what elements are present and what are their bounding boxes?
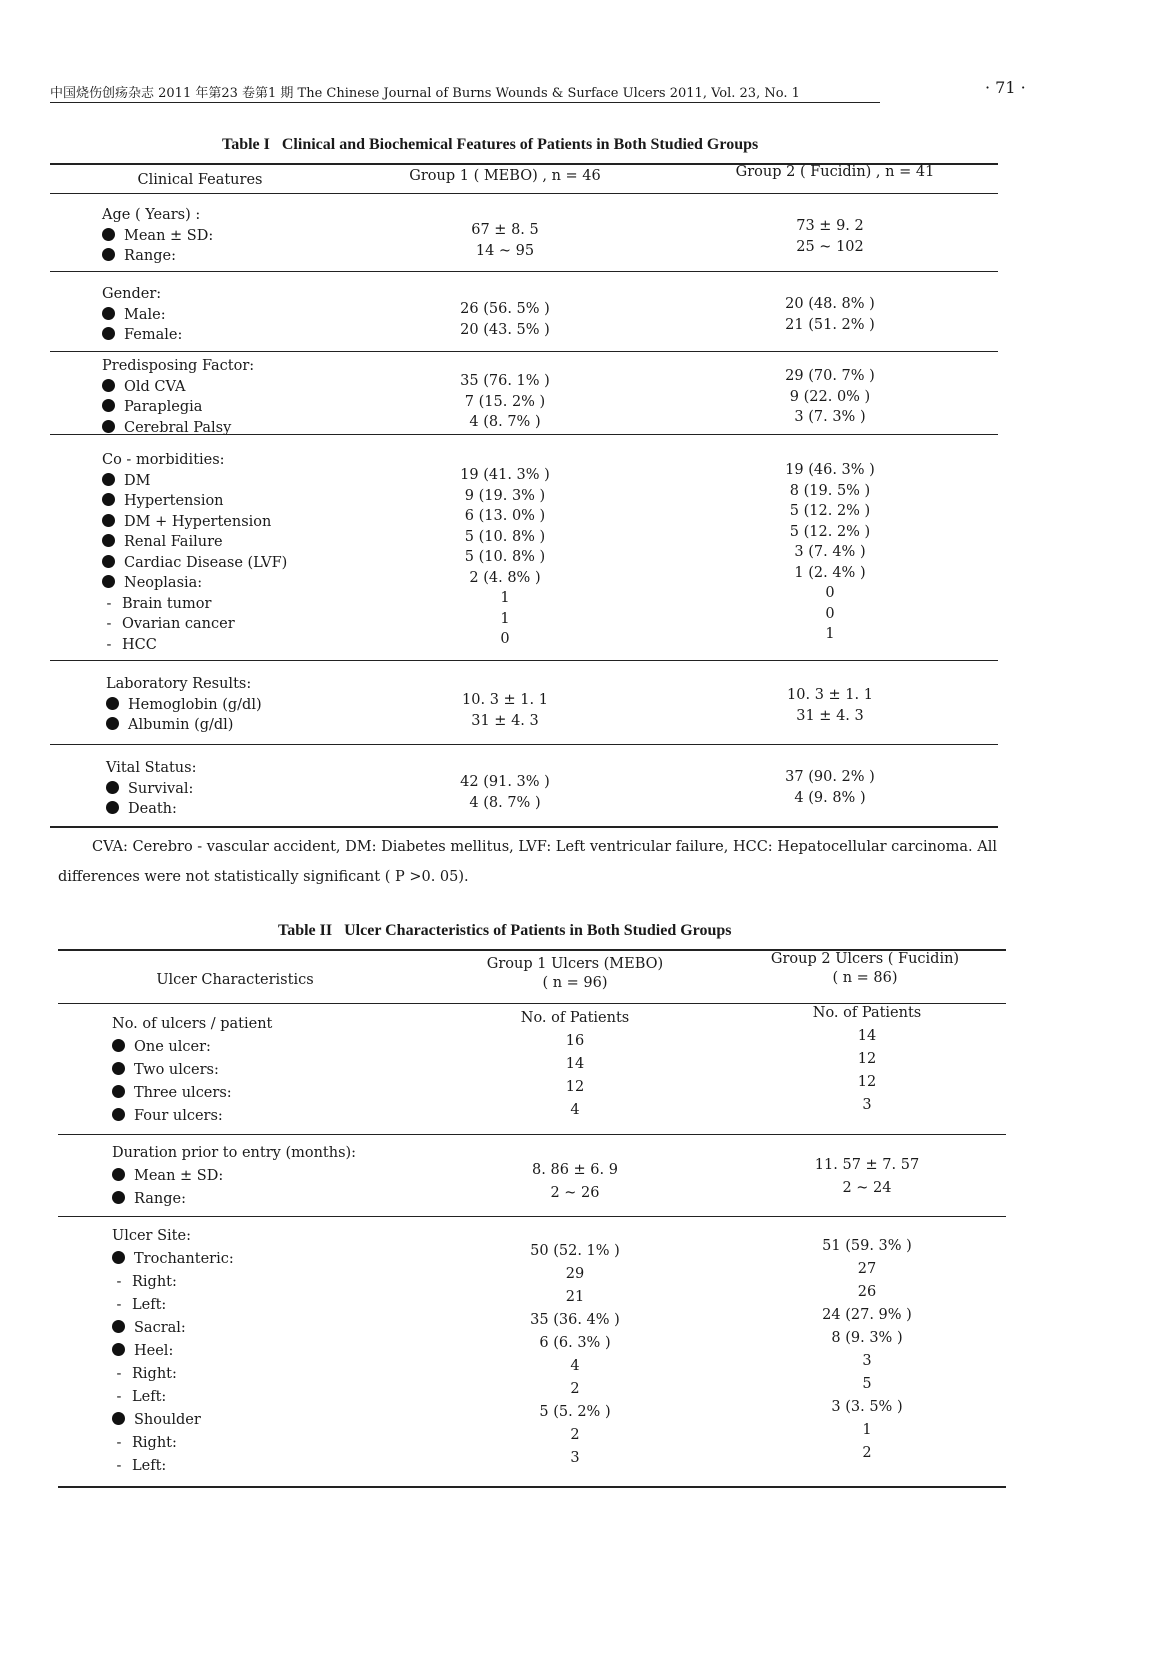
table2-colhead-characteristics: Ulcer Characteristics [156, 972, 314, 988]
table2-section-site-group1 [490, 1241, 660, 1471]
bullet-icon [106, 697, 119, 710]
table1-row-label: - Brain tumor [102, 594, 287, 615]
table2-row-label: - Right: [112, 1364, 234, 1387]
table1-row-label: Neoplasia: [102, 573, 287, 594]
table1-cell: 7 (15. 2% ) [464, 393, 546, 410]
table2-title-text: Ulcer Characteristics of Patients in Both Studied Groups [344, 922, 732, 939]
table2-cell: 27 [857, 1261, 877, 1277]
bullet-icon [102, 534, 115, 547]
table1-cell: 0 [825, 605, 835, 622]
bullet-icon [102, 420, 115, 433]
table2-row-label: One ulcer: [112, 1037, 272, 1060]
table1-cell: 19 (46. 3% ) [785, 462, 875, 478]
table1-cell: 5 (12. 2% ) [789, 523, 871, 540]
table2-cell: 21 [565, 1289, 585, 1305]
table1-row-label: DM + Hypertension [102, 512, 287, 533]
table2-row-label: Sacral: [112, 1318, 234, 1341]
table1-cell: 2 (4. 8% ) [469, 569, 541, 586]
table2-section-duration-group2 [782, 1155, 952, 1201]
table1-cell: 5 (12. 2% ) [789, 503, 871, 519]
table2-cell: 2 ~ 26 [550, 1185, 600, 1201]
table2-row-label: No. of ulcers / patient [112, 1016, 273, 1032]
table2-cell: 2 [570, 1427, 580, 1443]
table1-cell: 3 (7. 3% ) [794, 409, 866, 425]
table2-title [278, 922, 732, 940]
bullet-icon [106, 781, 119, 794]
table2-section-site-group2 [782, 1236, 952, 1466]
bullet-icon [112, 1039, 125, 1052]
table1-row-label: DM [102, 471, 287, 492]
table1-section-gender-group1 [440, 299, 570, 340]
table1-cell: 10. 3 ± 1. 1 [787, 687, 873, 703]
table1-section-age-group2 [765, 216, 895, 257]
table1-section-age-labels [102, 205, 213, 267]
bullet-icon [106, 801, 119, 814]
table1-cell: 67 ± 8. 5 [471, 222, 539, 238]
table1-cell: 3 (7. 4% ) [794, 544, 866, 560]
table1-section-predisposing-group1 [440, 371, 570, 433]
table1-section-rule [50, 434, 998, 435]
table2-cell: 5 (5. 2% ) [539, 1404, 611, 1420]
table1-cell: 4 (8. 7% ) [469, 414, 541, 430]
table1-row-label: Predisposing Factor: [102, 358, 255, 374]
table1-section-comorbidities-group2 [765, 460, 895, 645]
table1-row-label: Co - morbidities: [102, 452, 225, 468]
table2-colhead-group1-line1: Group 1 Ulcers (MEBO) [486, 956, 664, 972]
bullet-icon [102, 307, 115, 320]
table1-cell: 9 (19. 3% ) [464, 487, 546, 504]
table2-cell: 1 [862, 1422, 872, 1438]
table2-cell: 8. 86 ± 6. 9 [532, 1162, 618, 1178]
dash-icon: - [116, 1458, 122, 1474]
running-header: 中国烧伤创疡杂志 2011 年第23 卷第1 期 The Chinese Journal of Burns Wounds & Surface Ulcers 2011, Vol. 23, No. 1 [50, 82, 880, 103]
table2-row-label: Two ulcers: [112, 1060, 272, 1083]
table2-row-label: Four ulcers: [112, 1106, 272, 1129]
table2-section-site-labels [112, 1226, 234, 1479]
page-number: · 71 · [985, 78, 1026, 97]
bullet-icon [112, 1191, 125, 1204]
table2-cell: 5 [862, 1376, 872, 1392]
dash-icon: - [116, 1274, 122, 1290]
table2-cell: 8 (9. 3% ) [831, 1330, 903, 1346]
table1-colhead-group2: Group 2 ( Fucidin) , n = 41 [735, 164, 935, 180]
table1-row-label: Vital Status: [106, 760, 197, 776]
bullet-icon [102, 399, 115, 412]
table2-cell: 11. 57 ± 7. 57 [814, 1157, 920, 1173]
table1-section-comorbidities-labels [102, 450, 287, 655]
table1-row-label: - Ovarian cancer [102, 614, 287, 635]
dash-icon: - [106, 616, 112, 632]
table2-cell: 3 [570, 1450, 580, 1466]
table2-colhead-group1-line2: ( n = 96) [542, 975, 608, 991]
table1-row-label: Death: [106, 799, 196, 820]
table1-section-laboratory-group2 [765, 685, 895, 726]
table2-section-rule [58, 1134, 1006, 1135]
table2-colhead-group1 [450, 956, 700, 991]
dash-icon: - [106, 595, 112, 612]
table2-cell: 3 [862, 1097, 872, 1113]
bullet-icon [102, 248, 115, 261]
table1-cell: 31 ± 4. 3 [471, 712, 539, 729]
table1-cell: 26 (56. 5% ) [460, 301, 550, 317]
table2-row-label: - Left: [112, 1387, 234, 1410]
table2-row-label: Shoulder [112, 1410, 234, 1433]
table2-cell: 2 [570, 1381, 580, 1397]
bullet-icon [112, 1251, 125, 1264]
table1-section-rule [50, 744, 998, 745]
table1-section-predisposing-group2 [765, 366, 895, 428]
table2-cell: 14 [857, 1028, 877, 1044]
bullet-icon [102, 228, 115, 241]
table1-section-laboratory-labels [106, 674, 262, 736]
table1-cell: 9 (22. 0% ) [789, 388, 871, 405]
table1-section-rule [50, 351, 998, 352]
table1-section-rule [50, 271, 998, 272]
table1-row-label: Male: [102, 305, 182, 326]
table1-section-comorbidities-group1 [440, 465, 570, 650]
bullet-icon [112, 1412, 125, 1425]
dash-icon: - [116, 1366, 122, 1382]
table2-cell: 6 (6. 3% ) [539, 1335, 611, 1351]
table2-row-label: Ulcer Site: [112, 1228, 191, 1244]
table1-cell: 6 (13. 0% ) [464, 508, 546, 524]
table1-cell: 0 [500, 631, 510, 647]
table1-row-label: - HCC [102, 635, 287, 656]
table1-row-label: Cerebral Palsy [102, 418, 254, 439]
table1-row-label: Hypertension [102, 491, 287, 512]
table1-cell: 73 ± 9. 2 [796, 218, 864, 234]
table1-cell: 1 [825, 626, 835, 642]
table2-cell: 12 [857, 1074, 877, 1090]
dash-icon: - [106, 636, 112, 653]
table2-row-label: Range: [112, 1189, 356, 1212]
table1-row-label: Laboratory Results: [106, 676, 252, 692]
table1-section-predisposing-labels [102, 356, 254, 438]
table2-cell: 3 (3. 5% ) [831, 1399, 903, 1415]
table1-title [222, 136, 758, 154]
table2-cell: 2 ~ 24 [842, 1180, 892, 1196]
table2-cell: 2 [862, 1445, 872, 1461]
bullet-icon [112, 1343, 125, 1356]
table1-cell: 4 (8. 7% ) [469, 794, 541, 811]
bullet-icon [106, 717, 119, 730]
dash-icon: - [116, 1389, 122, 1405]
table1-cell: 1 (2. 4% ) [794, 564, 866, 581]
table1-cell: 1 [500, 590, 510, 606]
table2-cell: 16 [565, 1033, 585, 1049]
bullet-icon [102, 327, 115, 340]
table1-row-label: Mean ± SD: [102, 226, 213, 247]
bullet-icon [102, 555, 115, 568]
table2-cell: No. of Patients [812, 1005, 922, 1021]
table1-section-vital-group2 [765, 767, 895, 808]
table2-cell: 50 (52. 1% ) [530, 1243, 620, 1259]
table1-colhead-group1: Group 1 ( MEBO) , n = 46 [409, 168, 601, 184]
table1-cell: 37 (90. 2% ) [785, 769, 875, 785]
table1-row-label: Female: [102, 325, 182, 346]
table2-row-label: Three ulcers: [112, 1083, 272, 1106]
table1-bottom-rule [50, 826, 998, 828]
table2-row-label: Duration prior to entry (months): [112, 1145, 357, 1161]
bullet-icon [102, 493, 115, 506]
bullet-icon [102, 575, 115, 588]
table1-section-age-group1 [440, 220, 570, 261]
table1-cell: 5 (10. 8% ) [464, 549, 546, 565]
table2-row-label: Heel: [112, 1341, 234, 1364]
table1-cell: 20 (48. 8% ) [785, 296, 875, 312]
table1-cell: 35 (76. 1% ) [460, 373, 550, 389]
table2-colhead-group2-line1: Group 2 Ulcers ( Fucidin) [770, 951, 960, 967]
table1-cell: 29 (70. 7% ) [785, 368, 875, 384]
bullet-icon [112, 1168, 125, 1181]
table2-cell: 51 (59. 3% ) [822, 1238, 912, 1254]
table2-section-ulcers-labels [112, 1014, 272, 1129]
table2-row-label: - Right: [112, 1272, 234, 1295]
table1-cell: 20 (43. 5% ) [460, 321, 550, 338]
table1-section-laboratory-group1 [440, 690, 570, 731]
table1-cell: 8 (19. 5% ) [789, 482, 871, 499]
table2-row-label: Trochanteric: [112, 1249, 234, 1272]
table1-cell: 5 (10. 8% ) [464, 528, 546, 545]
table1-cell: 0 [825, 585, 835, 601]
table1-cell: 19 (41. 3% ) [460, 467, 550, 483]
table2-section-ulcers-group2 [782, 1003, 952, 1118]
table2-label: Table II [278, 922, 333, 939]
bullet-icon [112, 1108, 125, 1121]
table1-section-vital-labels [106, 758, 196, 820]
table2-cell: 4 [570, 1102, 580, 1118]
table1-section-rule [50, 660, 998, 661]
table2-bottom-rule [58, 1486, 1006, 1488]
bullet-icon [102, 379, 115, 392]
table2-row-label: - Right: [112, 1433, 234, 1456]
table1-section-gender-labels [102, 284, 182, 346]
table2-colhead-group2 [740, 951, 990, 986]
table1-row-label: Old CVA [102, 377, 254, 398]
table1-cell: 25 ~ 102 [796, 238, 864, 255]
table1-cell: 42 (91. 3% ) [460, 774, 550, 790]
table1-title-text: Clinical and Biochemical Features of Patients in Both Studied Groups [281, 136, 759, 153]
table2-cell: 12 [565, 1079, 585, 1095]
bullet-icon [102, 514, 115, 527]
table1-cell: 31 ± 4. 3 [796, 707, 864, 724]
table1-header-rule [50, 193, 998, 194]
bullet-icon [112, 1085, 125, 1098]
table1-row-label: Renal Failure [102, 532, 287, 553]
table1-row-label: Paraplegia [102, 397, 254, 418]
table1-row-label: Age ( Years) : [102, 207, 201, 223]
table2-row-label: Mean ± SD: [112, 1166, 356, 1189]
table1-row-label: Cardiac Disease (LVF) [102, 553, 287, 574]
table1-colhead-features: Clinical Features [137, 172, 263, 188]
table1-cell: 14 ~ 95 [475, 242, 535, 259]
table1-cell: 4 (9. 8% ) [794, 789, 866, 806]
bullet-icon [112, 1062, 125, 1075]
table1-section-vital-group1 [440, 772, 570, 813]
table2-section-ulcers-group1 [490, 1008, 660, 1123]
table1-row-label: Range: [102, 246, 213, 267]
table2-cell: 12 [857, 1051, 877, 1067]
table2-cell: 26 [857, 1284, 877, 1300]
table2-section-duration-labels [112, 1143, 356, 1212]
dash-icon: - [116, 1297, 122, 1313]
bullet-icon [102, 473, 115, 486]
table2-cell: 3 [862, 1353, 872, 1369]
table2-cell: 24 (27. 9% ) [822, 1307, 912, 1323]
table2-row-label: - Left: [112, 1295, 234, 1318]
table2-row-label: - Left: [112, 1456, 234, 1479]
table2-cell: 14 [565, 1056, 585, 1072]
table1-row-label: Survival: [106, 779, 196, 800]
table1-cell: 1 [500, 610, 510, 627]
table2-colhead-group2-line2: ( n = 86) [832, 970, 898, 986]
table2-cell: 29 [565, 1266, 585, 1282]
table2-cell: 35 (36. 4% ) [530, 1312, 620, 1328]
table2-cell: 4 [570, 1358, 580, 1374]
table1-row-label: Gender: [102, 286, 162, 302]
table1-section-gender-group2 [765, 294, 895, 335]
dash-icon: - [116, 1435, 122, 1451]
table2-section-rule [58, 1216, 1006, 1217]
table1-cell: 10. 3 ± 1. 1 [462, 692, 548, 708]
table2-cell: No. of Patients [520, 1010, 630, 1026]
table1-label: Table I [222, 136, 270, 153]
table1-cell: 21 (51. 2% ) [785, 316, 875, 333]
table2-section-duration-group1 [490, 1160, 660, 1206]
table1-row-label: Albumin (g/dl) [106, 715, 262, 736]
table1-row-label: Hemoglobin (g/dl) [106, 695, 262, 716]
bullet-icon [112, 1320, 125, 1333]
table1-footnote: CVA: Cerebro - vascular accident, DM: Diabetes mellitus, LVF: Left ventricular failure, HCC: Hepatocellular carcinoma. All differences were not statistically significant ( P >0. 05). [58, 839, 998, 885]
